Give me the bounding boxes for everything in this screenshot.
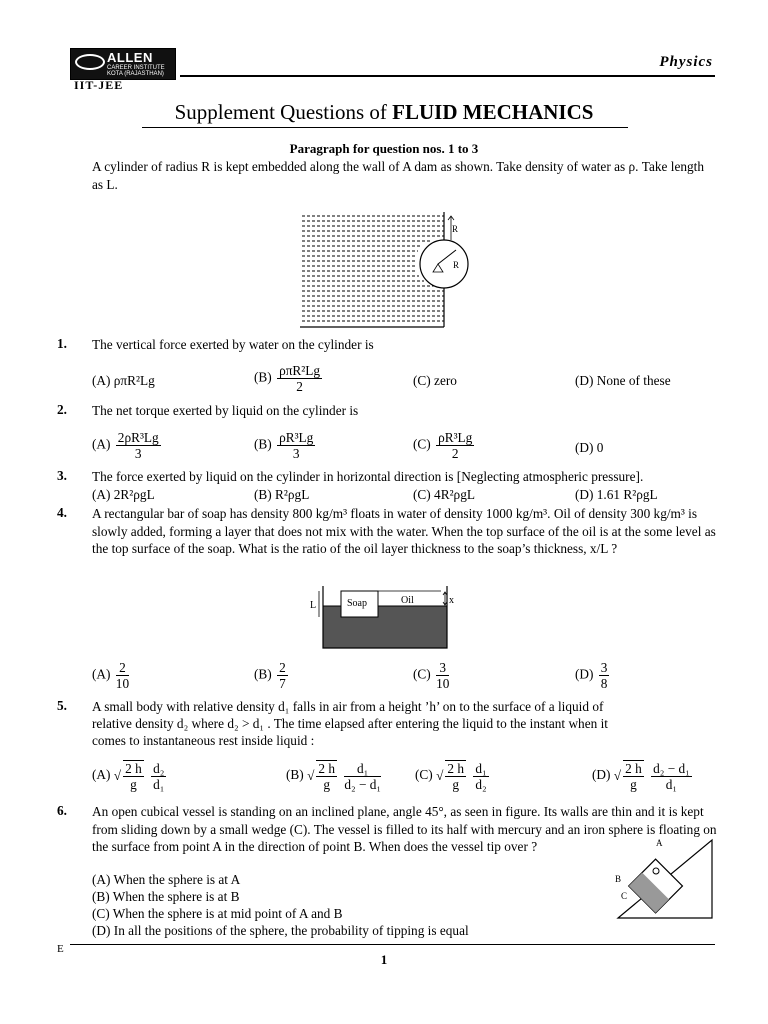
- q5-option-a: (A) √ $\frac{2 h}{g}$ $\frac{\text{d₂}}{\text{d₁}}$: [92, 760, 165, 792]
- question-6-text: An open cubical vessel is standing on an inclined plane, angle 45°, as seen in figure. Its walls are thin and it is kept from sliding down by a small wedge (C). The vessel is filled to its half with mercury and an iron sphere is floating on the surface from point A in the direction of point B. When does the vessel tip over ?: [92, 804, 717, 854]
- footer-rule: [70, 944, 715, 945]
- soap-oil-figure: [306, 582, 466, 652]
- question-4-number: 4.: [57, 505, 67, 520]
- q2-option-b: (B) $\frac{\text{ρR³Lg}}{3}$: [254, 430, 314, 461]
- question-5-line-1: A small body with relative density d₁ falls in air from a height ’h’ on to the surface of a liquid of: [92, 699, 604, 714]
- q4-option-c: (C) $\frac{3}{10}$: [413, 660, 450, 691]
- q4-option-b: (B) $\frac{2}{7}$: [254, 660, 286, 691]
- question-5-number: 5.: [57, 698, 67, 713]
- inclined-vessel-figure: [612, 836, 717, 922]
- q1-option-c: (C) zero: [413, 373, 457, 388]
- figure1-label-r-radius: R: [453, 260, 460, 270]
- q3-option-a: (A) 2R²ρgL: [92, 487, 155, 502]
- figure1-label-r-top: R: [452, 224, 459, 234]
- figure4-label-l: L: [310, 600, 317, 611]
- question-2-text: The net torque exerted by liquid on the cylinder is: [92, 403, 359, 418]
- q5-option-c: (C) √ $\frac{2 h}{g}$ $\frac{\text{d₁}}{\text{d₂}}$: [415, 760, 487, 792]
- figure4-label-soap: Soap: [347, 598, 367, 609]
- q4-option-d: (D) $\frac{3}{8}$: [575, 660, 608, 691]
- subject-label: Physics: [659, 54, 713, 70]
- q5-option-d: (D) √ $\frac{2 h}{g}$ $\frac{\text{d₂ − d₁}}{\text{d₁}}$: [592, 760, 690, 792]
- q1-option-d: (D) None of these: [575, 373, 671, 388]
- allen-logo: [70, 48, 176, 80]
- paragraph-text: A cylinder of radius R is kept embedded along the wall of A dam as shown. Take density of water as ρ. Take length as L.: [92, 159, 704, 192]
- question-3-text: The force exerted by liquid on the cylinder in horizontal direction is [Neglecting atmospheric pressure].: [92, 469, 644, 484]
- question-3-number: 3.: [57, 468, 67, 483]
- q3-option-c: (C) 4R²ρgL: [413, 487, 475, 502]
- sqrt-icon: √: [613, 768, 622, 783]
- q2-option-d: (D) 0: [575, 440, 604, 455]
- figure6-label-b: B: [615, 874, 622, 884]
- question-6-number: 6.: [57, 803, 67, 818]
- logo-tagline: CAREER INSTITUTE KOTA (RAJASTHAN): [107, 65, 165, 77]
- dam-cylinder-figure: [298, 212, 473, 330]
- sqrt-icon: √: [113, 768, 122, 783]
- title-underline: [142, 127, 628, 128]
- question-1-text: The vertical force exerted by water on the cylinder is: [92, 337, 374, 352]
- header-rule: [180, 75, 715, 77]
- q1-option-b: (B) $\frac{\text{ρπR²Lg}}{2}$: [254, 363, 321, 394]
- question-5-line-2: relative density d₂ where d₂ > d₁ . The time elapsed after entering the liquid to the instant when it: [92, 716, 608, 731]
- question-2-number: 2.: [57, 402, 67, 417]
- q4-option-a: (A) $\frac{2}{10}$: [92, 660, 130, 691]
- q3-option-b: (B) R²ρgL: [254, 487, 310, 502]
- q6-option-a: (A) When the sphere is at A: [92, 872, 241, 887]
- question-4-text: A rectangular bar of soap has density 800 kg/m³ floats in water of density 1000 kg/m³. Oil of density 300 kg/m³ is slowly added, forming a layer that does not mix with the water. When the top surface of the oil is at the some level as the top surface of the soap. What is the ratio of the oil layer thickness to the soap’s thickness, x/L ?: [92, 506, 716, 556]
- logo-brand: ALLEN: [107, 50, 153, 65]
- question-1-number: 1.: [57, 336, 67, 351]
- page-number: 1: [380, 952, 388, 967]
- figure6-label-c: C: [621, 891, 628, 901]
- q1-option-a: (A) ρπR²Lg: [92, 373, 155, 388]
- q6-option-c: (C) When the sphere is at mid point of A and B: [92, 906, 343, 921]
- sqrt-icon: √: [436, 768, 444, 783]
- q2-option-c: (C) $\frac{\text{ρR³Lg}}{2}$: [413, 430, 473, 461]
- sqrt-icon: √: [307, 768, 315, 783]
- figure6-label-a: A: [656, 838, 663, 848]
- logo-emblem-icon: [75, 54, 105, 70]
- q6-option-b: (B) When the sphere is at B: [92, 889, 240, 904]
- page-title: Supplement Questions of FLUID MECHANICS: [174, 100, 594, 124]
- footer-edition-mark: E: [57, 943, 64, 955]
- figure4-label-oil: Oil: [401, 595, 414, 606]
- q6-option-d: (D) In all the positions of the sphere, the probability of tipping is equal: [92, 923, 469, 938]
- q5-option-b: (B) √ $\frac{2 h}{g}$ $\frac{\text{d₁}}{\text{d₂ − d₁}}$: [286, 760, 382, 792]
- question-5-line-3: comes to instantaneous rest inside liquid :: [92, 733, 315, 748]
- paragraph-heading: Paragraph for question nos. 1 to 3: [289, 141, 479, 156]
- q3-option-d: (D) 1.61 R²ρgL: [575, 487, 658, 502]
- program-label: IIT-JEE: [74, 78, 124, 92]
- figure4-label-x: x: [449, 595, 454, 606]
- q2-option-a: (A) $\frac{\text{2ρR³Lg}}{3}$: [92, 430, 159, 461]
